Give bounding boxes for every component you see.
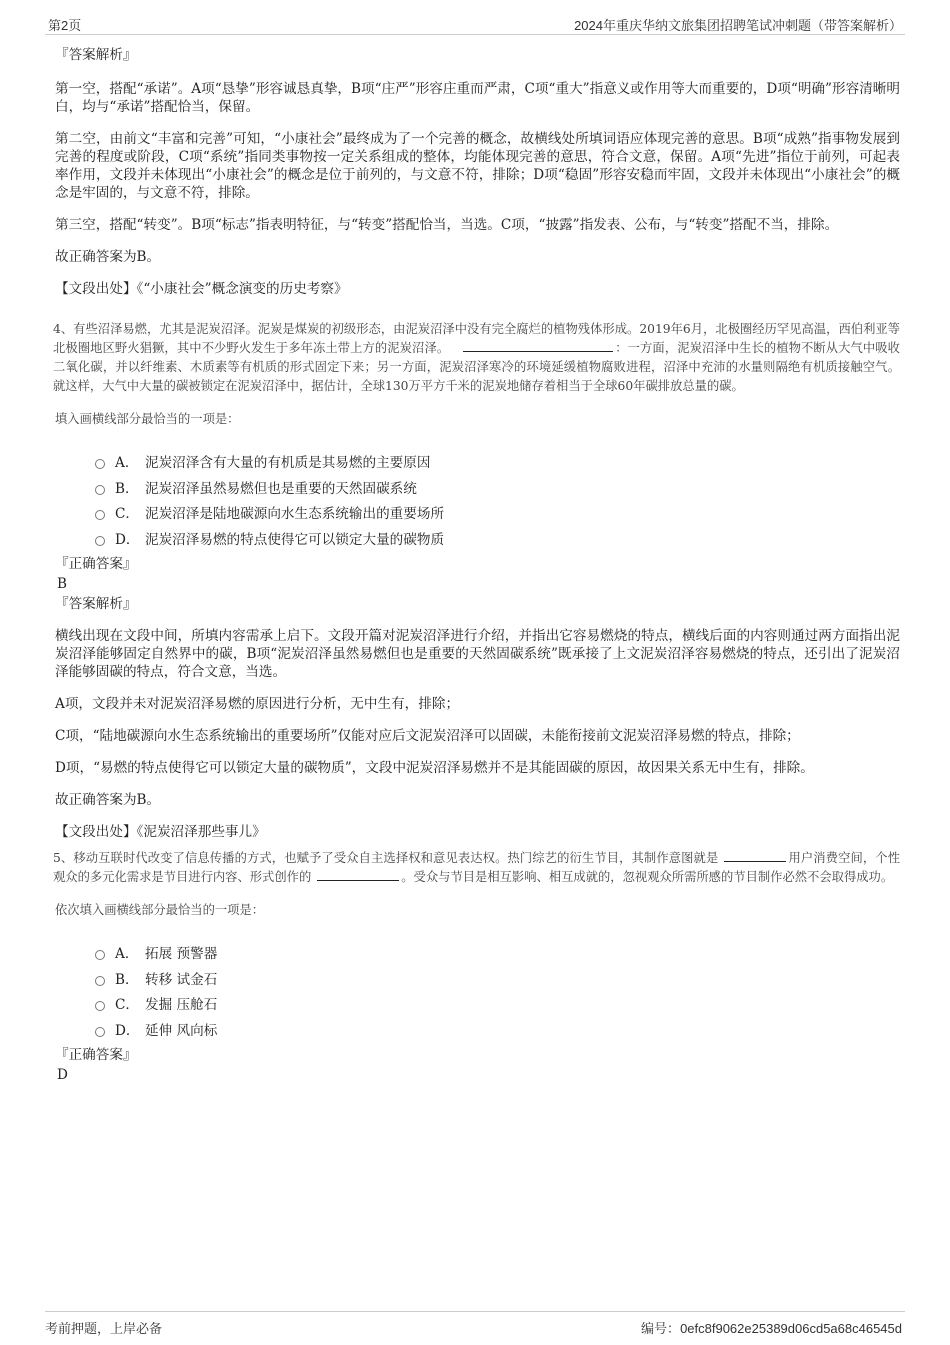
source-prefix: 【文段出处】 [55,281,137,297]
radio-button[interactable] [95,950,105,960]
q4-analysis-label: 『答案解析』 [55,596,137,612]
q4-prompt: 填入画横线部分最恰当的一项是： [55,412,240,426]
q3-analysis-para-3: 第三空，搭配“转变”。B项“标志”指表明特征，与“转变”搭配恰当，当选。C项，“披露”指发表、公布，与“转变”搭配不当，排除。 [55,217,839,233]
q4-answer-label: 『正确答案』 [55,556,137,572]
q4-analysis-para-2: A项，文段并未对泥炭沼泽易燃的原因进行分析，无中生有，排除； [55,696,460,712]
q5-blank-2 [317,868,399,881]
q5-prompt: 依次填入画横线部分最恰当的一项是： [55,903,265,917]
q3-conclusion: 故正确答案为B。 [55,249,161,265]
page-content [55,46,900,1084]
radio-button[interactable] [95,459,105,469]
q4-stem-part-1: 4、有些沼泽易燃，尤其是泥炭沼泽。泥炭是煤炭的初级形态，由泥炭沼泽中没有完全腐烂的植物残体形成。2019年6月，北极圈经历罕见高温，西伯利亚等北极圈地区野火猖獗，其中不少野火发生于多年冻土带上方的泥炭沼泽。 [53,322,900,355]
q5-stem-part-3: 。受众与节目是相互影响、相互成就的，忽视观众所需所感的节目制作必然不会取得成功。 [401,870,894,884]
q4-options [55,451,900,553]
source-prefix: 【文段出处】 [55,824,137,840]
q5-answer: D [57,1067,68,1083]
q4-answer: B [57,576,67,592]
footer-code [641,1318,902,1337]
q5-option-a[interactable]: A． 拓展 预警器 [95,942,900,968]
q4-analysis-para-4: D项，“易燃的特点使得它可以锁定大量的碳物质”，文段中泥炭沼泽易燃并不是其能固碳的原因，故因果关系无中生有，排除。 [55,760,814,776]
radio-button[interactable] [95,510,105,520]
q3-analysis-label: 『答案解析』 [55,47,137,63]
footer-slogan: 考前押题，上岸必备 [45,1321,163,1336]
footer-code-label: 编号： [641,1321,681,1336]
q4-conclusion: 故正确答案为B。 [55,792,161,808]
document-title: 2024年重庆华纳文旅集团招聘笔试冲刺题（带答案解析） [574,18,902,33]
q5-blank-1 [724,849,786,862]
q5-stem [53,849,900,887]
radio-button[interactable] [95,536,105,546]
q4-source [55,823,900,841]
q5-stem-part-1: 5、移动互联时代改变了信息传播的方式，也赋予了受众自主选择权和意见表达权。热门综艺的衍生节目，其制作意图就是 [53,851,719,865]
q3-source [55,280,900,298]
footer-code-value: 0efc8f9062e25389d06cd5a68c46545d [680,1321,902,1336]
q4-option-d[interactable]: D． 泥炭沼泽易燃的特点使得它可以锁定大量的碳物质 [95,528,900,554]
q4-stem [53,320,900,396]
radio-button[interactable] [95,976,105,986]
q3-analysis-para-1: 第一空，搭配“承诺”。A项“恳挚”形容诚恳真挚，B项“庄严”形容庄重而严肃，C项“重大”指意义或作用等大而重要的，D项“明确”形容清晰明白，均与“承诺”搭配恰当，保留。 [55,81,900,115]
q4-blank [463,339,613,352]
q4-option-a[interactable]: A． 泥炭沼泽含有大量的有机质是其易燃的主要原因 [95,451,900,477]
radio-button[interactable] [95,1001,105,1011]
q4-analysis-para-1: 横线出现在文段中间，所填内容需承上启下。文段开篇对泥炭沼泽进行介绍，并指出它容易燃烧的特点，横线后面的内容则通过两方面指出泥炭沼泽能够固定自然界中的碳，B项“泥炭沼泽虽然易燃但也是重要的天然固碳系统”既承接了上文泥炭沼泽容易燃烧的特点，还引出了泥炭沼泽能够固碳的特点，符合文意，当选。 [55,628,900,680]
q5-option-c[interactable]: C． 发掘 压舱石 [95,993,900,1019]
page-header [45,12,905,35]
q5-stem-part-2: 用户消费空间，个性观众的多元化需求是节目进行内容、形式创作的 [53,851,900,884]
q4-analysis-para-3: C项，“陆地碳源向水生态系统输出的重要场所”仅能对应后文泥炭沼泽可以固碳，未能衔接前文泥炭沼泽易燃的特点，排除； [55,728,800,744]
q4-stem-part-2: ：一方面，泥炭沼泽中生长的植物不断从大气中吸收二氧化碳，并以纤维素、木质素等有机质的形式固定下来；另一方面，泥炭沼泽寒冷的环境延缓植物腐败进程，沼泽中充沛的水量则隔绝有机质接触空气。就这样，大气中大量的碳被锁定在泥炭沼泽中，据估计，全球130万平方千米的泥炭地储存着相当于全球60年碳排放总量的碳。 [53,341,900,393]
q4-option-c[interactable]: C． 泥炭沼泽是陆地碳源向水生态系统输出的重要场所 [95,502,900,528]
radio-button[interactable] [95,1027,105,1037]
page-number: 第2页 [48,18,82,33]
q4-source-title: 《泥炭沼泽那些事儿》 [136,824,266,840]
q4-option-b[interactable]: B． 泥炭沼泽虽然易燃但也是重要的天然固碳系统 [95,477,900,503]
q5-options [55,942,900,1044]
q3-analysis-para-2: 第二空，由前文“丰富和完善”可知，“小康社会”最终成为了一个完善的概念，故横线处所填词语应体现完善的意思。B项“成熟”指事物发展到完善的程度或阶段，C项“系统”指同类事物按一定关系组成的整体，均能体现完善的意思，符合文意，保留。A项“先进”指位于前列，可起表率作用，文段并未体现出“小康社会”的概念是位于前列的，与文意不符，排除；D项“稳固”形容安稳而牢固，文段并未体现出“小康社会”的概念是牢固的，与文意不符，排除。 [55,131,900,201]
q5-option-d[interactable]: D． 延伸 风向标 [95,1019,900,1045]
radio-button[interactable] [95,485,105,495]
q5-option-b[interactable]: B． 转移 试金石 [95,968,900,994]
q5-answer-label: 『正确答案』 [55,1047,137,1063]
q3-source-title: 《“小康社会”概念演变的历史考察》 [136,281,348,297]
page-footer [45,1311,905,1338]
